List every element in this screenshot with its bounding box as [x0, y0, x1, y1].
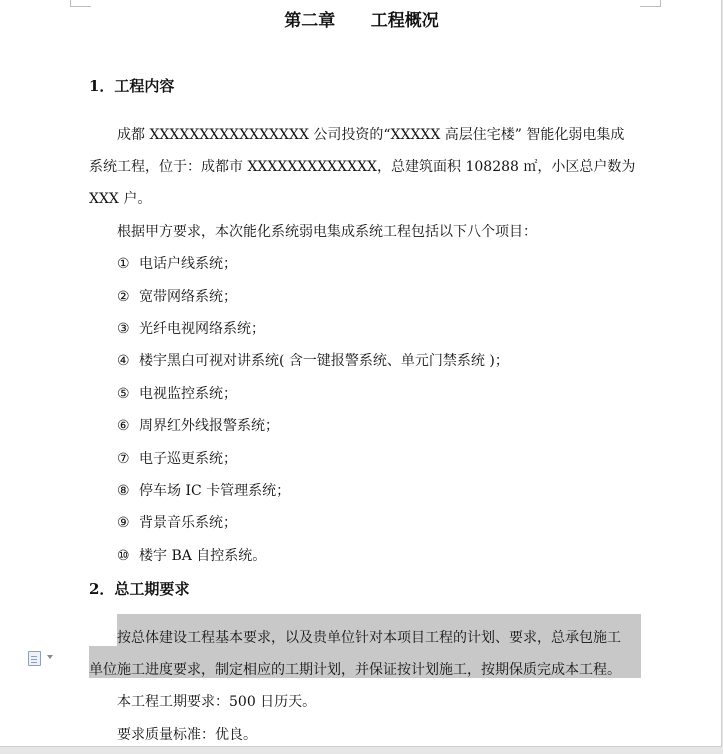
list-item-text: 停车场 IC 卡管理系统； — [139, 483, 291, 499]
list-item-text: 楼宇黑白可视对讲系统( 含一键报警系统、单元门禁系统 )； — [139, 353, 509, 369]
list-item — [117, 383, 237, 403]
list-marker: ⑦ — [117, 451, 130, 467]
list-item — [117, 350, 509, 370]
list-item-text: 背景音乐系统； — [139, 515, 237, 531]
section-heading-2: 2．总工期要求 — [89, 580, 190, 598]
list-marker: ⑨ — [117, 515, 130, 531]
list-item — [117, 448, 237, 468]
section-heading-1: 1．工程内容 — [89, 77, 175, 95]
list-marker: ⑧ — [117, 483, 130, 499]
list-item — [117, 415, 279, 435]
list-item — [117, 318, 265, 338]
list-item-text: 电视监控系统； — [139, 386, 237, 402]
list-item — [117, 512, 237, 532]
list-marker: ⑥ — [117, 418, 130, 434]
list-item-text: 周界红外线报警系统； — [139, 418, 279, 434]
paragraph-line: XXX 户。 — [89, 191, 152, 207]
list-marker: ⑩ — [117, 548, 130, 564]
paragraph-line: 系统工程，位于：成都市 XXXXXXXXXXXXX，总建筑面积 108288 ㎡，小区总户数为 — [89, 159, 636, 175]
list-item-text: 宽带网络系统； — [139, 289, 237, 305]
list-marker: ③ — [117, 321, 130, 337]
paragraph-line[interactable]: 按总体建设工程基本要求，以及贵单位针对本项目工程的计划、要求，总承包施工 — [117, 630, 621, 646]
list-marker: ② — [117, 289, 130, 305]
list-item-text: 光纤电视网络系统； — [139, 321, 265, 337]
list-item — [117, 545, 266, 565]
paste-options-icon[interactable] — [28, 651, 41, 666]
list-marker: ① — [117, 256, 130, 272]
list-item — [117, 286, 237, 306]
list-item — [117, 480, 290, 500]
paragraph-intro: 根据甲方要求，本次能化系统弱电集成系统工程包括以下八个项目： — [117, 224, 537, 240]
paragraph-line[interactable]: 单位施工进度要求，制定相应的工期计划，并保证按计划施工，按期保质完成本工程。 — [89, 662, 621, 678]
list-marker: ④ — [117, 353, 130, 369]
paragraph-period: 本工程工期要求：500 日历天。 — [117, 694, 317, 710]
paragraph-quality: 要求质量标准：优良。 — [117, 727, 257, 743]
chapter-title: 第二章 工程概况 — [284, 11, 439, 31]
list-item-text: 电话户线系统； — [139, 256, 237, 272]
paragraph-line: 成都 XXXXXXXXXXXXXXXX 公司投资的“XXXXX 高层住宅楼” 智能化弱电集成 — [117, 127, 625, 143]
list-item — [117, 253, 237, 273]
list-marker: ⑤ — [117, 386, 130, 402]
list-item-text: 电子巡更系统； — [139, 451, 237, 467]
list-item-text: 楼宇 BA 自控系统。 — [139, 548, 267, 564]
chevron-down-icon[interactable] — [47, 655, 53, 659]
